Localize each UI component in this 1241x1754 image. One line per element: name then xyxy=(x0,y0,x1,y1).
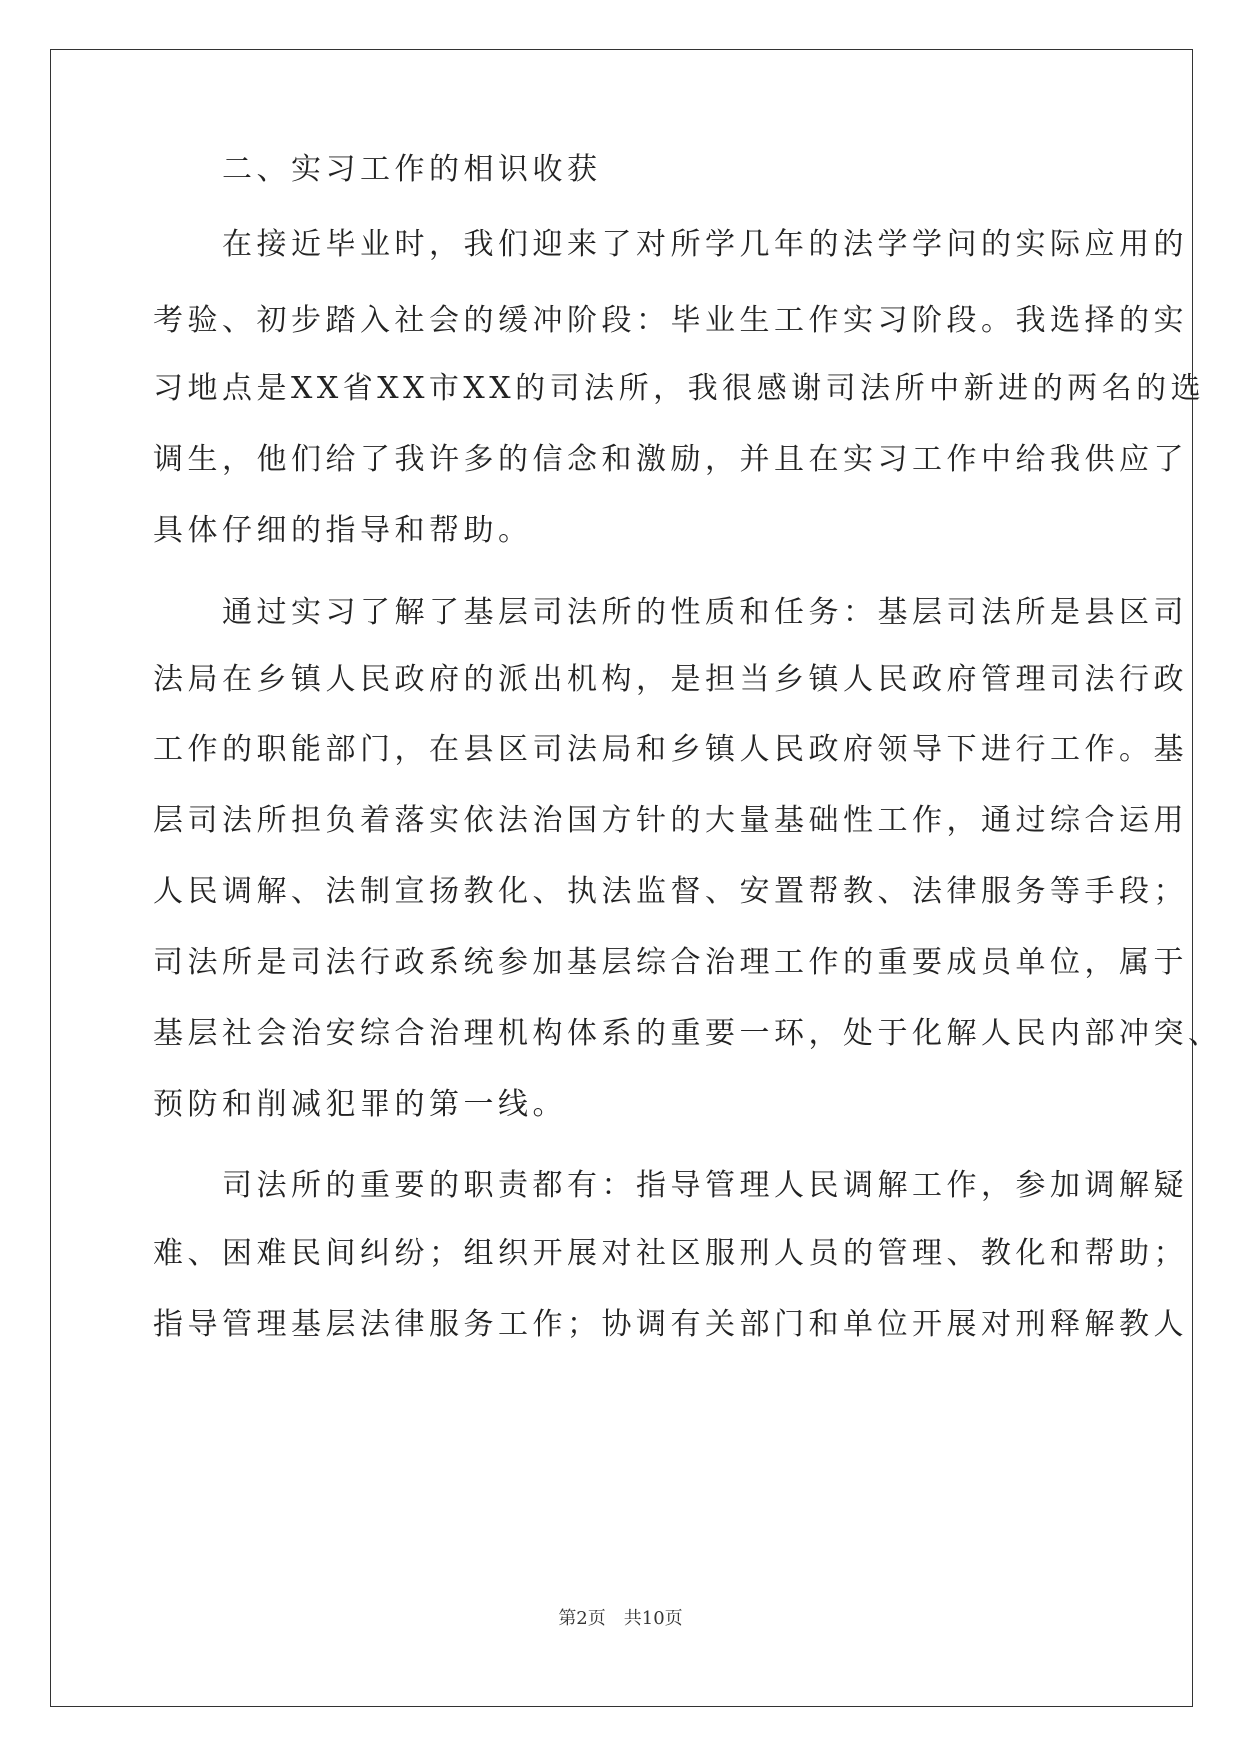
text-line: 考验、初步踏入社会的缓冲阶段：毕业生工作实习阶段。我选择的实 xyxy=(153,303,1188,338)
text-line: 调生，他们给了我许多的信念和激励，并且在实习工作中给我供应了 xyxy=(153,442,1188,477)
text-line: 基层社会治安综合治理机构体系的重要一环，处于化解人民内部冲突、 xyxy=(153,1016,1223,1051)
text-line: 法局在乡镇人民政府的派出机构，是担当乡镇人民政府管理司法行政 xyxy=(153,662,1188,697)
text-line: 具体仔细的指导和帮助。 xyxy=(153,513,533,548)
text-line: 司法所是司法行政系统参加基层综合治理工作的重要成员单位，属于 xyxy=(153,945,1188,980)
text-line: 难、困难民间纠纷；组织开展对社区服刑人员的管理、教化和帮助； xyxy=(153,1236,1188,1271)
text-line: 预防和削减犯罪的第一线。 xyxy=(153,1087,567,1122)
text-line: 在接近毕业时，我们迎来了对所学几年的法学学问的实际应用的 xyxy=(153,227,1188,262)
text-line: 指导管理基层法律服务工作；协调有关部门和单位开展对刑释解教人 xyxy=(153,1307,1188,1342)
text-line: 层司法所担负着落实依法治国方针的大量基础性工作，通过综合运用 xyxy=(153,803,1188,838)
page-number-current: 第2页 xyxy=(558,1608,606,1629)
section-heading: 二、实习工作的相识收获 xyxy=(153,152,602,187)
text-line: 司法所的重要的职责都有：指导管理人民调解工作，参加调解疑 xyxy=(153,1168,1188,1203)
page-footer xyxy=(0,1607,1241,1631)
text-line: 通过实习了解了基层司法所的性质和任务：基层司法所是县区司 xyxy=(153,595,1188,630)
text-line: 工作的职能部门，在县区司法局和乡镇人民政府领导下进行工作。基 xyxy=(153,732,1188,767)
page-number-total: 共10页 xyxy=(623,1608,683,1629)
text-line: 习地点是XX省XX市XX的司法所，我很感谢司法所中新进的两名的选 xyxy=(153,371,1206,406)
text-line: 人民调解、法制宣扬教化、执法监督、安置帮教、法律服务等手段； xyxy=(153,874,1188,909)
